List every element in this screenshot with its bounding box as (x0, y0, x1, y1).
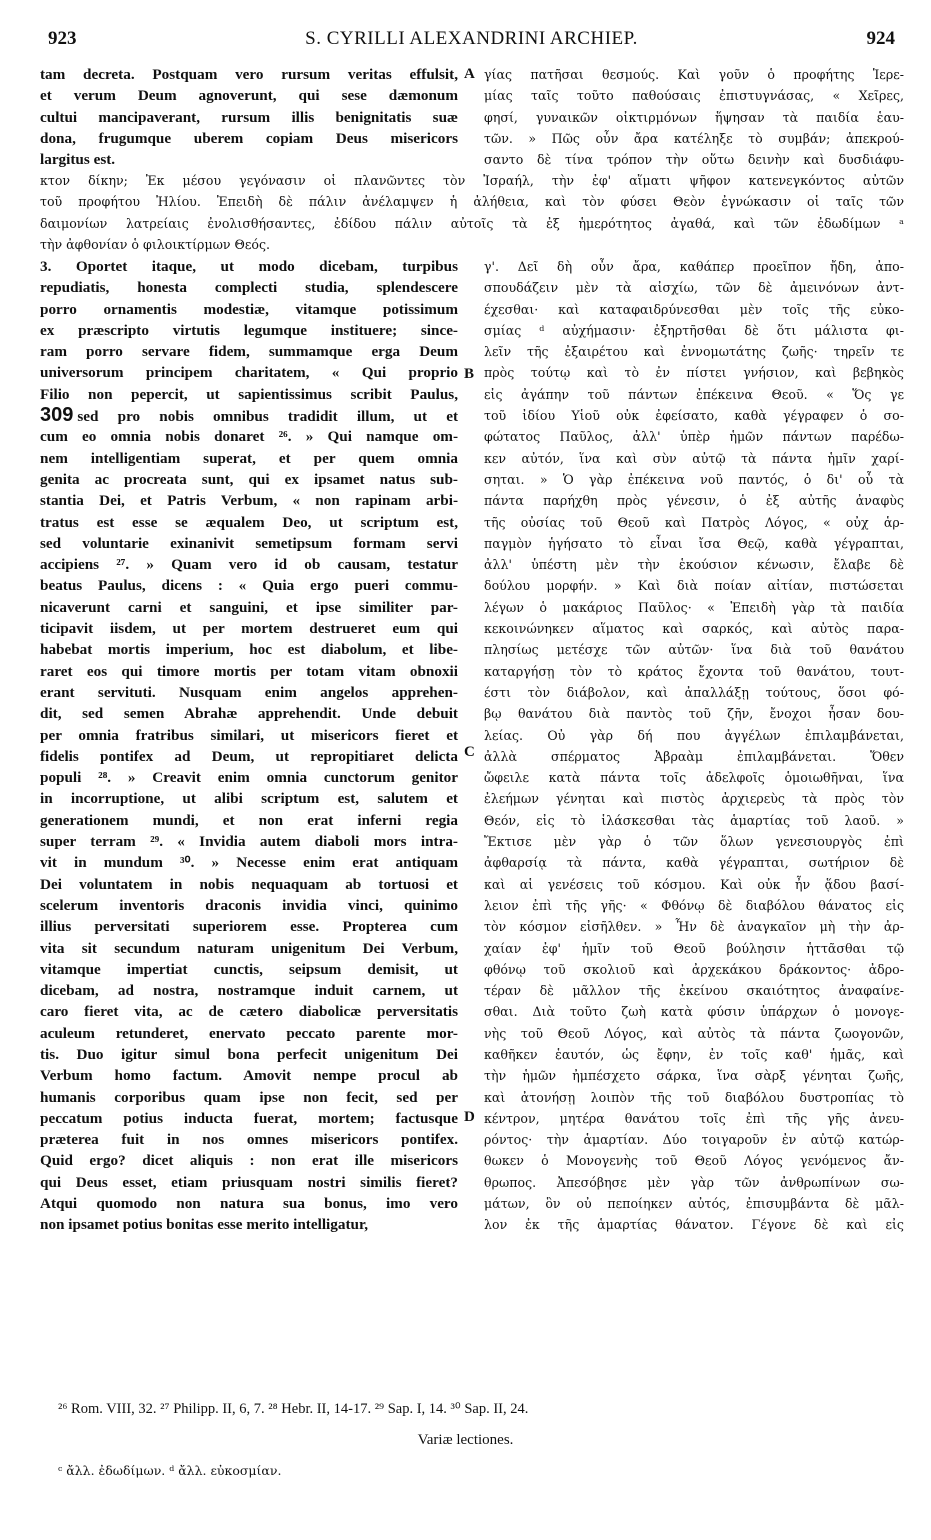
latin-line: raret eos qui timore mortis per totam vitam obnoxii (40, 662, 458, 680)
greek-column (484, 256, 904, 1236)
latin-line: stantia Dei, et Patris Verbum, « non rapinam arbi- (40, 492, 458, 510)
top-latin-line: dona, frugumque uberem copiam Deus misericors (40, 129, 458, 147)
latin-line: in incorruptione, ut alibi scriptum est, salutem et (40, 790, 458, 808)
section-marker-d: D (464, 1109, 475, 1125)
latin-line: habebat mortis imperium, hoc est diabolum, et libe- (40, 641, 458, 659)
greek-line: ρόντος· τὴν ἁμαρτίαν. Δύο τοιγαροῦν ἐν αὐτῷ κατώρ- (484, 1132, 904, 1148)
greek-line: λείας. Οὐ γὰρ δή που ἀγγέλων ἐπιλαμβάνεται, (484, 727, 904, 743)
latin-line: dicebam, ad nostra, nostramque induit carnem, ut (40, 982, 458, 1000)
latin-line: sed voluntarie exinanivit semetipsum formam servi (40, 534, 458, 552)
greek-line: ἀφθαρσίᾳ τὰ πάντα, καθὰ γέγραπται, σωτήριον δὲ (484, 855, 904, 871)
latin-line: vit in mundum ³⁰. » Necesse enim erat antiquam (40, 854, 458, 872)
greek-line: σθαι. Διὰ τοῦτο ζωὴ κατὰ φύσιν ὑπάρχων ὁ μονογε- (484, 1004, 904, 1020)
latin-line: vitamque impertiat cunctis, seipsum demisit, ut (40, 960, 458, 978)
variae-lectiones-title: Variæ lectiones. (417, 1432, 514, 1448)
greek-line: δούλου μορφήν. » Καὶ διὰ ποίαν αἰτίαν, πιστώσεται (484, 578, 904, 594)
greek-line: πάντα παρήχθη πρὸς γένεσιν, ὁ ἐξ αὐτῆς ἀναφὺς (484, 493, 904, 509)
greek-full-line: δαιμονίων λατρείαις ἐνολισθήσαντες, ἐδίδου πάλιν αὐτοῖς τὰ ἐξ ἡμερότητος ἀγαθά, καὶ τῶν ἐδωδίμων ᵃ (40, 215, 904, 231)
greek-line: Θεόν, εἰς τὸ ἱλάσκεσθαι τὰς ἁμαρτίας τοῦ λαοῦ. » (484, 812, 904, 828)
greek-line: Ἔκτισε μὲν γὰρ ὁ τῶν ὅλων γενεσιουργὸς ἐπὶ (484, 834, 904, 850)
latin-line: humanis corporibus quam ipse non fecit, sed per (40, 1088, 458, 1106)
greek-line: βῳ θανάτου διὰ παντὸς τοῦ ζῆν, ἔνοχοι ἦσαν δου- (484, 706, 904, 722)
latin-line: cum eo omnia nobis donaret ²⁶. » Qui namque om- (40, 428, 458, 446)
latin-line: 309 sed pro nobis omnibus tradidit illum, ut et (40, 405, 458, 427)
greek-line: φώτατος Παῦλος, ἀλλ' ὑπὲρ ἡμῶν πάντων παρέδω- (484, 429, 904, 445)
top-latin-line: cultui mancipaverant, rursum illis benignitatis suæ (40, 108, 458, 126)
greek-line: μάτων, ὃν οὐ πεποίηκεν αὐτός, ἐπισυμβάντα δὲ μᾶλ- (484, 1196, 904, 1212)
latin-line: Atqui quomodo non natura sua bonus, imo vero (40, 1195, 458, 1213)
greek-line: σπουδάζειν μὲν τὰ αἰσχίω, τῶν δὲ ἀμεινόνων ἀντ- (484, 280, 904, 296)
latin-line: peccatum potius inducta fuerat, mortem; factusque (40, 1109, 458, 1127)
greek-line: τὸν κόσμον εἰσῆλθεν. » Ἦν δὲ ἀναγκαῖον μὴ τὴν ἀρ- (484, 919, 904, 935)
top-latin-block (40, 64, 458, 170)
latin-line: Verbum homo factum. Amovit nempe procul ab (40, 1067, 458, 1085)
greek-line: παγμὸν ἡγήσατο τὸ εἶναι ἴσα Θεῷ, καθὰ γέγραπται, (484, 535, 904, 551)
latin-line: accipiens ²⁷. » Quam vero id ob causam, testatur (40, 556, 458, 574)
greek-full-line: κτον δίκην; Ἐκ μέσου γεγόνασιν οἱ πλανῶντες τὸν Ἰσραήλ, τὴν ἐφ' αἵματι ψῆφον κατενεγκόντος αὐτῶν (40, 173, 904, 188)
right-page-number: 924 (866, 28, 895, 49)
latin-line: generationem mundi, et non erat inferni regia (40, 811, 458, 829)
greek-line: κέντρον, μητέρα θανάτου τοῖς ἐπὶ τῆς γῆς ἀνευ- (484, 1110, 904, 1126)
column-number-badge: 309 (40, 405, 74, 427)
greek-line: ἀλλὰ σπέρματος Ἀβραὰμ ἐπιλαμβάνεται. Ὅθεν (484, 748, 904, 764)
latin-line: per omnia fratribus similari, ut misericors fieret et (40, 726, 458, 744)
top-latin-line: largitus est. (40, 151, 116, 169)
top-greek-block (484, 64, 904, 170)
latin-line: beatus Paulus, dicens : « Quia ergo pueri commu- (40, 577, 458, 595)
latin-line: Filio non pepercit, ut sapientissimus scribit Paulus, (40, 385, 458, 403)
greek-full-line: τὴν ἀφθονίαν ὁ φιλοικτίρμων Θεός. (40, 236, 271, 252)
greek-line: τῆς οὐσίας τοῦ Θεοῦ καὶ Πατρὸς Λόγος, « οὐχ ἁρ- (484, 514, 904, 530)
latin-line: non ipsamet potius bonitas esse merito intelligatur, (40, 1216, 369, 1234)
latin-line: repudiatis, honesta complecti studia, splendescere (40, 279, 458, 297)
top-greek-line: τῶν. » Πῶς οὖν ἄρα κατέληξε τὸ συμβάν; ἀπεκρού- (484, 130, 904, 146)
greek-line: νὴς τοῦ Θεοῦ Λόγος, καὶ αὐτὸς τὰ πάντα ζωογονῶν, (484, 1025, 904, 1041)
top-greek-line: γίας πατῆσαι θεσμούς. Καὶ γοῦν ὁ προφήτης Ἱερε- (484, 67, 904, 82)
latin-line: universorum principem charitatem, « Qui proprio (40, 364, 458, 382)
latin-line: nem intelligentiam superat, et per quem omnia (40, 449, 458, 467)
greek-full-line: τοῦ προφήτου Ἠλίου. Ἐπειδὴ δὲ πάλιν ἀνέλαμψεν ἡ ἀλήθεια, καὶ τὸν φύσει Θεὸν ἐγνώκασιν οἱ ταῖς τῶν (40, 194, 904, 210)
greek-line: ἐλεήμων γένηται καὶ πιστὸς ἀρχιερεὺς τὰ πρὸς τὸν (484, 791, 904, 807)
latin-line: nicaverunt carni et sanguini, et ipse similiter par- (40, 598, 458, 616)
greek-line: εἰς ἀγάπην τοῦ πάντων ἐπέκεινα Θεοῦ. « Ὅς γε (484, 386, 904, 402)
top-greek-line: σαντο δὲ τίνα τρόπον τὴν οὕτω δεινὴν καὶ δυσδιάφυ- (484, 152, 904, 168)
latin-line: illius perversitati superiorem esse. Propterea cum (40, 918, 458, 936)
greek-line: κεκοινώνηκεν αἵματος καὶ σαρκός, καὶ αὐτὸς παρα- (484, 621, 904, 637)
greek-line: έχεσθαι· καὶ καταφαιδρύνεσθαι μὲν τοῖς τῆς εὐκο- (484, 301, 904, 317)
latin-line: genita ac procreata sunt, qui ex ipsamet natus sub- (40, 470, 458, 488)
latin-line: aculeum retunderet, enervato peccato parente mor- (40, 1024, 458, 1042)
latin-line: tratus est esse se æqualem Deo, ut scriptum est, (40, 513, 458, 531)
greek-line: λειον ἐπὶ τῆς γῆς· « Φθόνῳ δὲ διαβόλου θάνατος εἰς (484, 897, 904, 913)
greek-line: ὤφειλε κατὰ πάντα τοῖς ἀδελφοῖς ὁμοιωθῆναι, ἵνα (484, 770, 904, 786)
latin-column (40, 256, 458, 1236)
greek-line: τοῦ ἰδίου Υἱοῦ οὐκ ἐφείσατο, καθὰ γέγραφεν ὁ σο- (484, 408, 904, 424)
greek-line: λεῖν τῆς ἐξαιρέτου καὶ ἐννομωτάτης ζωῆς· τηρεῖν τε (484, 344, 904, 360)
section-marker-b: B (464, 366, 475, 382)
greek-line: καὶ ἀτονήσῃ λοιπὸν τῆς τοῦ διαβόλου δυστροπίας τὸ (484, 1089, 904, 1105)
greek-line: καὶ αἱ γενέσεις τοῦ κόσμου. Καὶ οὐκ ἦν ᾅδου βασί- (484, 876, 904, 892)
greek-fullwidth-block (40, 170, 904, 255)
left-page-number: 923 (48, 28, 77, 49)
variae-lectiones: ᶜ ἄλλ. ἐδωδίμων. ᵈ ἄλλ. εὐκοσμίαν. (58, 1463, 282, 1478)
top-greek-line: φησί, γυναικῶν οἰκτιρμόνων ἥψησαν τὰ παιδία ἑαυ- (484, 109, 904, 125)
greek-line: έστι τὸν διάβολον, καὶ ἀπαλλάξῃ τούτους, ὅσοι φό- (484, 684, 904, 700)
latin-line: Quid ergo? dicet aliquis : non erat ille misericors (40, 1152, 458, 1170)
latin-line: populi ²⁸. » Creavit enim omnia cunctorum genitor (40, 769, 458, 787)
greek-line: σηται. » Ὁ γὰρ ἐπέκεινα νοῦ παντός, ὁ δι' οὗ τὰ (484, 471, 904, 487)
greek-line: λέγων ὁ μακάριος Παῦλος· « Ἐπειδὴ γὰρ τὰ παιδία (484, 599, 904, 615)
latin-line: erant servituti. Nusquam enim angelos apprehen- (40, 683, 458, 701)
greek-line: σμίας ᵈ αὐχήμασιν· ἐξηρτῆσθαι δὲ ὅτι μάλιστα φι- (484, 322, 904, 338)
greek-line: καθῆκεν ἑαυτόν, ὡς ἔφην, ἐν τοῖς καθ' ἡμᾶς, καὶ (484, 1046, 904, 1062)
greek-line: φθόνῳ τοῦ σκολιοῦ καὶ ἀρχεκάκου δράκοντος· ἀδρο- (484, 961, 904, 977)
greek-line: ἀλλ' ὑπέστη μὲν τὴν ἑκούσιον κένωσιν, ἔλαβε δὲ (484, 557, 904, 573)
greek-line: λον ἐκ τῆς ἁμαρτίας θάνατον. Γέγονε δὲ καὶ εἰς (484, 1217, 904, 1233)
latin-line: 3. Oportet itaque, ut modo dicebam, turpibus (40, 258, 458, 275)
latin-line: vita sit secundum naturam unigenitum Dei Verbum, (40, 939, 458, 957)
latin-line: super terram ²⁹. « Invidia autem diaboli mors intra- (40, 833, 458, 851)
greek-line: τὴν ἡμῶν ἠμπέσχετο σάρκα, ἵνα σὰρξ γένηται ζωῆς, (484, 1068, 904, 1084)
latin-line: caro fieret vita, ac de cætero diabolicæ perversitatis (40, 1003, 458, 1021)
greek-line: πρὸς τούτῳ καὶ τὸ ἐν πίστει γνήσιον, καὶ βεβηκὸς (484, 365, 904, 381)
latin-line: scelerum inventoris draconis invidia vinci, quinimo (40, 896, 458, 914)
latin-line: fidelis pontifex ad Deum, ut repropitiaret delicta (40, 747, 458, 765)
section-marker-c: C (464, 744, 475, 760)
top-greek-line: μίας ταῖς τοῦτο παθούσαις ἐπιστυγνάσας, « Χεῖρες, (484, 88, 904, 104)
latin-line: qui Deus esset, etiam priusquam nostri similis fieret? (40, 1173, 458, 1191)
greek-line: κεν αὐτόν, ἵνα καὶ σὺν αὐτῷ τὰ πάντα ἡμῖν χαρί- (484, 450, 904, 466)
latin-line: tis. Duo igitur simul bona perfecit unigenitum Dei (40, 1045, 458, 1063)
latin-line: dit, sed semen Abrahæ apprehendit. Unde debuit (40, 705, 458, 723)
greek-line: καταργήσῃ τὸν τὸ κράτος ἔχοντα τοῦ θανάτου, τουτ- (484, 663, 904, 679)
latin-line: ex præscripto virtutis legumque instituere; since- (40, 321, 458, 339)
greek-line: πλησίως μετέσχε τῶν αὐτῶν· ἵνα διὰ τοῦ θανάτου (484, 642, 904, 658)
latin-line: ticipavit iisdem, ut per mortem destrueret eum qui (40, 620, 458, 638)
greek-line: χαίαν ἐφ' ἡμῖν τοῦ Θεοῦ βούλησιν ἡττᾶσθαι τῷ (484, 940, 904, 956)
latin-line: ram porro servare fidem, summamque erga Deum (40, 343, 458, 361)
greek-line: γ'. Δεῖ δὴ οὖν ἄρα, καθάπερ προεῖπον ἤδη, ἀπο- (484, 259, 904, 274)
top-latin-line: et verum Deum agnoverunt, qui sese dæmonum (40, 87, 458, 105)
top-latin-line: tam decreta. Postquam vero rursum veritas effulsit, (40, 66, 458, 83)
latin-line: Dei voluntatem in nobis nequaquam ab tortuosi et (40, 875, 458, 893)
greek-line: θρωπος. Ἀπεσόβησε μὲν γὰρ τῶν ἀνθρωπίνων σω- (484, 1174, 904, 1190)
greek-line: θωκεν ὁ Μονογενὴς τοῦ Θεοῦ Λόγος γενόμενος ἄν- (484, 1153, 904, 1169)
greek-line: τέραν δὲ μᾶλλον τῆς ἐκείνου σκαιότητος ἀναφαίνε- (484, 983, 904, 999)
page-header (48, 28, 895, 56)
latin-line: præterea fuit in nos omnes misericors pontifex. (40, 1131, 458, 1149)
latin-line: porro ornamentis modestiæ, vitamque potissimum (40, 300, 458, 318)
footnotes: ²⁶ Rom. VIII, 32. ²⁷ Philipp. II, 6, 7. ²⁸ Hebr. II, 14-17. ²⁹ Sap. I, 14. ³⁰ Sap. II, 24. (58, 1401, 529, 1417)
section-marker-a: A (464, 66, 475, 82)
running-title: S. CYRILLI ALEXANDRINI ARCHIEP. (305, 28, 638, 49)
